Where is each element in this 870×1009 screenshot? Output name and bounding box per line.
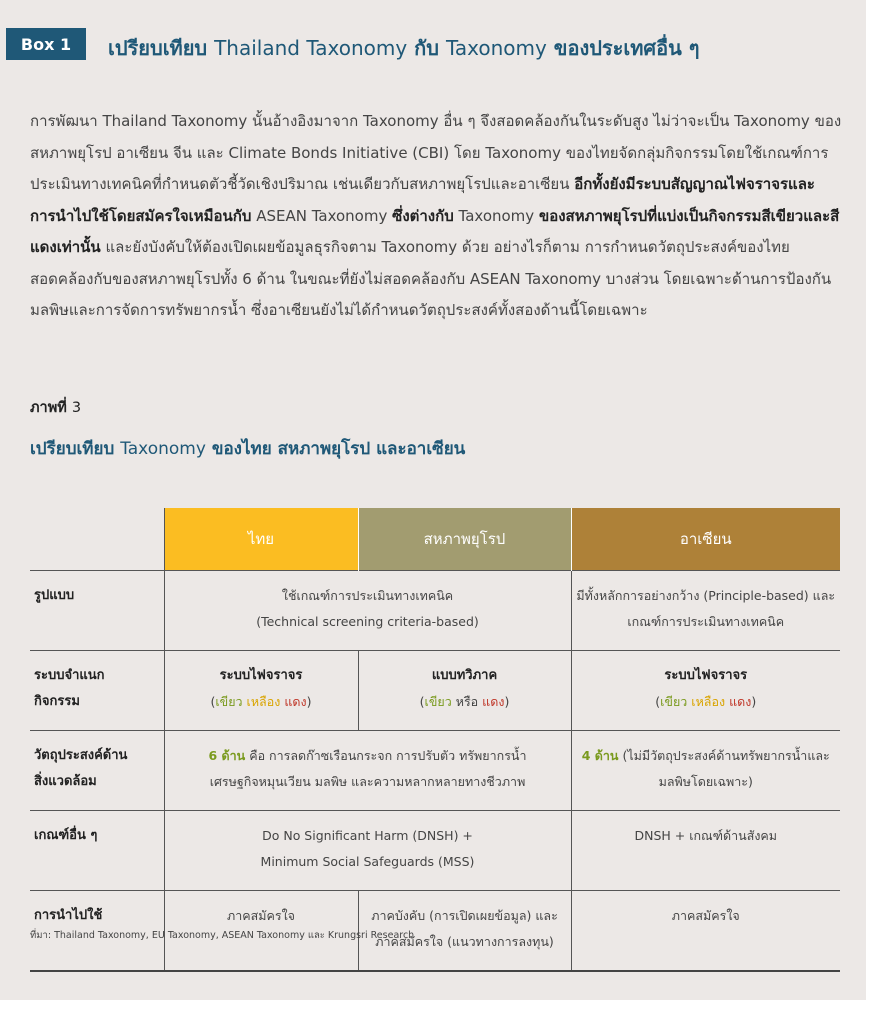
- row-label-line: สิ่งแวดล้อม: [34, 774, 97, 789]
- row-label: การนำไปใช้: [30, 891, 164, 972]
- color-red: แดง: [284, 694, 307, 709]
- paren: ): [306, 694, 312, 709]
- color-green: เขียว: [660, 694, 688, 709]
- figure-title: [30, 435, 465, 462]
- row-label: [30, 731, 164, 811]
- paren: ): [504, 694, 510, 709]
- table-cell: [571, 891, 840, 972]
- cell-line: ใช้เกณฑ์การประเมินทางเทคนิค: [281, 588, 454, 603]
- comparison-table: [30, 508, 840, 972]
- column-header-thai: ไทย: [164, 508, 358, 571]
- row-label-line: ระบบจำแนก: [34, 668, 105, 683]
- color-list: [573, 689, 840, 715]
- cell-line: DNSH + เกณฑ์ด้านสังคม: [634, 828, 778, 843]
- title-part: ของประเทศอื่น ๆ: [553, 36, 700, 60]
- paragraph-bold: ของสหภาพยุโรปที่แบ่งเป็นกิจกรรมสีเขียวและสีแดงเท่านั้น: [30, 206, 840, 256]
- row-label-line: กิจกรรม: [34, 694, 80, 709]
- paren: (: [655, 694, 661, 709]
- cell-line: [573, 743, 840, 769]
- cell-text: คือ การลดก๊าซเรือนกระจก การปรับตัว ทรัพยากรน้ำ: [249, 748, 527, 763]
- paren: (: [210, 694, 216, 709]
- cell-line: Minimum Social Safeguards (MSS): [260, 854, 475, 869]
- color-list: [360, 689, 570, 715]
- table-cell: [571, 811, 840, 891]
- color-green: เขียว: [215, 694, 243, 709]
- figure-title-part: เปรียบเทียบ: [30, 439, 115, 459]
- paragraph-bold: ซึ่งต่างกับ: [392, 206, 454, 225]
- objective-count: 4 ด้าน: [581, 748, 619, 763]
- color-yellow: เหลือง: [691, 694, 726, 709]
- box-tag: Box 1: [6, 28, 86, 60]
- paragraph-text: ASEAN Taxonomy: [256, 206, 388, 225]
- table-row: [30, 811, 840, 891]
- body-paragraph: [30, 106, 842, 327]
- cell-title: ระบบไฟจราจร: [219, 668, 303, 683]
- color-red: แดง: [729, 694, 752, 709]
- figure-number: 3: [71, 400, 82, 416]
- figure-label: [30, 396, 81, 419]
- color-green: เขียว: [424, 694, 452, 709]
- row-label-line: วัตถุประสงค์ด้าน: [34, 748, 128, 763]
- table-header-row: [30, 508, 840, 571]
- row-label: [30, 651, 164, 731]
- cell-line: [166, 743, 570, 769]
- cell-title: ระบบไฟจราจร: [664, 668, 748, 683]
- table-cell: [571, 571, 840, 651]
- color-list: [166, 689, 357, 715]
- table-cell: [164, 811, 571, 891]
- paren: ): [751, 694, 757, 709]
- table-cell: [358, 651, 571, 731]
- cell-title: แบบทวิภาค: [431, 668, 498, 683]
- paragraph-text: การพัฒนา Thailand Taxonomy นั้นอ้างอิงมาจาก Taxonomy อื่น ๆ จึงสอดคล้องกันในระดับสูง ไม่ว่าจะเป็น Taxonomy ของสหภาพยุโรป อาเซียน จีน และ Climate Bonds Initiative (CBI) โดย Taxonomy ของไทยจัดกลุ่มกิจกรรมโดยใช้เกณฑ์การประเมินทางเทคนิคที่กำหนดตัวชี้วัดเชิงปริมาณ เช่นเดียวกับสหภาพยุโรปและอาเซียน: [30, 112, 842, 193]
- cell-line: Do No Significant Harm (DNSH) +: [262, 828, 473, 843]
- row-label: เกณฑ์อื่น ๆ: [30, 811, 164, 891]
- table-row: [30, 651, 840, 731]
- table-row: [30, 571, 840, 651]
- paragraph-bold: อีกทั้งยังมีระบบสัญญาณไฟจราจรและการนำไปใช้โดยสมัครใจเหมือนกับ: [30, 175, 815, 225]
- title-part: กับ: [414, 36, 439, 60]
- figure-label-text: ภาพที่: [30, 400, 67, 416]
- figure-title-part: ของไทย สหภาพยุโรป และอาเซียน: [211, 439, 466, 459]
- cell-line: มลพิษโดยเฉพาะ): [658, 774, 753, 789]
- objective-count: 6 ด้าน: [208, 748, 246, 763]
- table-cell: [571, 651, 840, 731]
- title-part: Thailand Taxonomy: [214, 36, 408, 60]
- cell-line: ภาคสมัครใจ (แนวทางการลงทุน): [375, 934, 554, 949]
- title-part: Taxonomy: [445, 36, 547, 60]
- table-cell: [164, 731, 571, 811]
- cell-line: มีทั้งหลักการอย่างกว้าง (Principle-based) และ: [576, 588, 836, 603]
- color-yellow: เหลือง: [246, 694, 281, 709]
- table-cell: [164, 651, 358, 731]
- cell-line: (Technical screening criteria-based): [256, 614, 479, 629]
- row-label: รูปแบบ: [30, 571, 164, 651]
- column-header-eu: สหภาพยุโรป: [358, 508, 571, 571]
- paragraph-text: Taxonomy: [458, 206, 535, 225]
- cell-line: ภาคสมัครใจ: [227, 908, 295, 923]
- or-text: หรือ: [455, 694, 479, 709]
- source-note: ที่มา: Thailand Taxonomy, EU Taxonomy, ASEAN Taxonomy และ Krungsri Research: [30, 930, 415, 941]
- table-cell: [571, 731, 840, 811]
- color-red: แดง: [482, 694, 505, 709]
- table-cell: [164, 571, 571, 651]
- paren: (: [419, 694, 425, 709]
- cell-text: (ไม่มีวัตถุประสงค์ด้านทรัพยากรน้ำและ: [622, 748, 830, 763]
- cell-line: เกณฑ์การประเมินทางเทคนิค: [627, 614, 785, 629]
- figure-title-part: Taxonomy: [120, 439, 206, 459]
- column-header-asean: อาเซียน: [571, 508, 840, 571]
- box-title: [108, 32, 700, 64]
- header-blank: [30, 508, 164, 571]
- paragraph-text: และยังบังคับให้ต้องเปิดเผยข้อมูลธุรกิจตาม Taxonomy ด้วย อย่างไรก็ตาม การกำหนดวัตถุประสงค์ของไทยสอดคล้องกับของสหภาพยุโรปทั้ง 6 ด้าน ในขณะที่ยังไม่สอดคล้องกับ ASEAN Taxonomy บางส่วน โดยเฉพาะด้านการป้องกันมลพิษและการจัดการทรัพยากรน้ำ ซึ่งอาเซียนยังไม่ได้กำหนดวัตถุประสงค์ทั้งสองด้านนี้โดยเฉพาะ: [30, 238, 832, 319]
- cell-line: เศรษฐกิจหมุนเวียน มลพิษ และความหลากหลายทางชีวภาพ: [209, 774, 526, 789]
- title-part: เปรียบเทียบ: [108, 36, 208, 60]
- cell-line: ภาคบังคับ (การเปิดเผยข้อมูล) และ: [371, 908, 558, 923]
- cell-line: ภาคสมัครใจ: [671, 908, 740, 923]
- table-row: [30, 731, 840, 811]
